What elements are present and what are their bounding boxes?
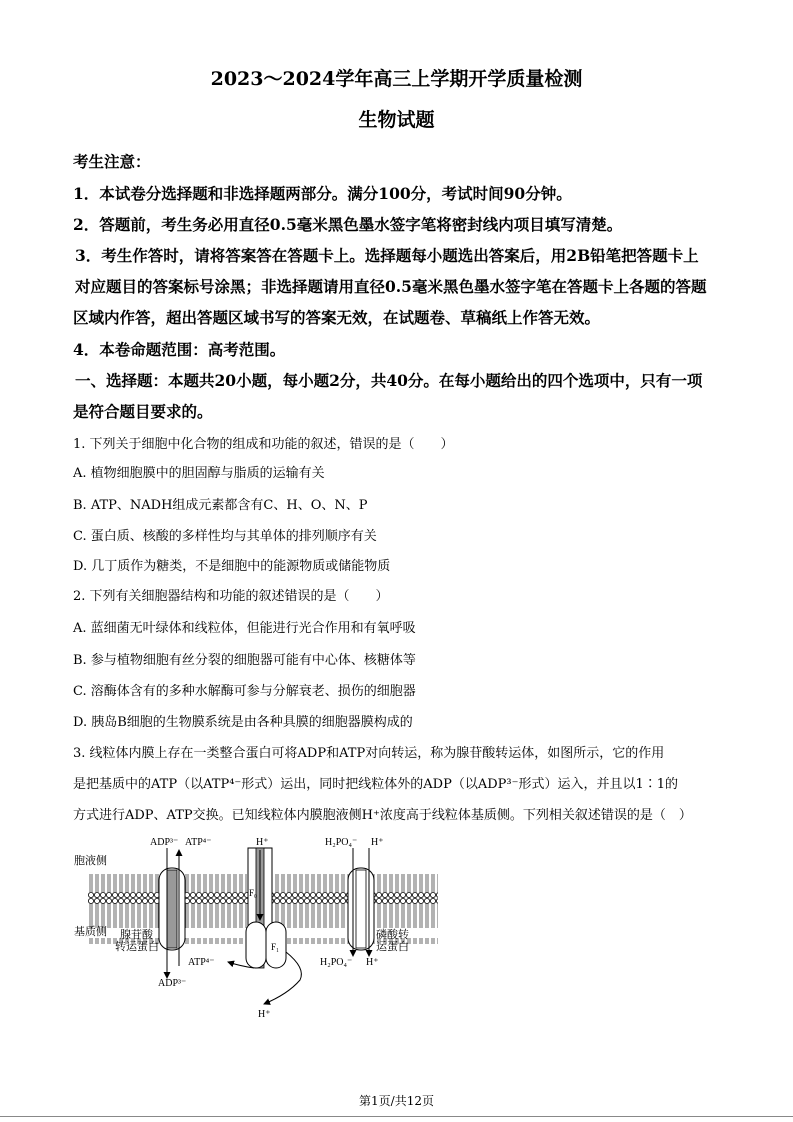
translocase-label-1: 腺苷酸: [120, 929, 153, 941]
section-heading-cont: 是符合题目要求的。: [73, 402, 213, 421]
proton-bottom-label: H⁺: [258, 1009, 271, 1020]
notice-item: 2．答题前，考生务必用直径0.5毫米黑色墨水签字笔将密封线内项目填写清楚。: [73, 215, 623, 234]
proton-top-label-2: H⁺: [371, 837, 384, 848]
translocase-label-2: 转运蛋白: [115, 941, 159, 953]
proton-bottom-label-right: H⁺: [366, 957, 379, 968]
phosphate-carrier: [348, 868, 374, 950]
subject-title: 生物试题: [358, 109, 435, 131]
question-2-stem: 2. 下列有关细胞器结构和功能的叙述错误的是（ ）: [73, 589, 389, 604]
question-1-option-d: D. 几丁质作为糖类，不是细胞中的能源物质或储能物质: [73, 559, 391, 574]
notice-item: 3．考生作答时，请将答案答在答题卡上。选择题每小题选出答案后，用2B铅笔把答题卡上: [75, 246, 699, 265]
question-2-option-b: B. 参与植物细胞有丝分裂的细胞器可能有中心体、核糖体等: [73, 653, 416, 668]
question-1-stem: 1. 下列关于细胞中化合物的组成和功能的叙述，错误的是（ ）: [73, 437, 454, 452]
notice-item: 1．本试卷分选择题和非选择题两部分。满分100分，考试时间90分钟。: [73, 184, 572, 203]
phosphate-bottom-label: H₂PO₄⁻: [320, 957, 353, 968]
exam-title: 2023～2024学年高三上学期开学质量检测: [210, 68, 583, 90]
notice-heading: 考生注意：: [73, 152, 151, 171]
adenine-nucleotide-translocase: [159, 868, 185, 950]
notice-item: 对应题目的答案标号涂黑；非选择题请用直径0.5毫米黑色墨水签字笔在答题卡上各题的答题: [75, 277, 707, 296]
question-1-option-b: B. ATP、NADH组成元素都含有C、H、O、N、P: [73, 498, 368, 513]
phosphate-carrier-label-2: 运蛋白: [376, 941, 409, 953]
question-2-option-a: A. 蓝细菌无叶绿体和线粒体，但能进行光合作用和有氧呼吸: [73, 621, 416, 636]
f1-label: F₁: [271, 942, 280, 952]
atp-top-label: ATP⁴⁻: [185, 837, 212, 848]
section-heading: 一、选择题：本题共20小题，每小题2分，共40分。在每小题给出的四个选项中，只有一项: [75, 371, 703, 390]
phosphate-carrier-label-1: 磷酸转: [376, 929, 409, 941]
cytosol-side-label: 胞液侧: [74, 855, 107, 867]
proton-top-label: H⁺: [256, 837, 269, 848]
page-number: 第1页/共12页: [359, 1094, 434, 1108]
question-1-option-a: A. 植物细胞膜中的胆固醇与脂质的运输有关: [73, 466, 325, 481]
phosphate-top-label: H₂PO₄⁻: [325, 837, 358, 848]
adp-bottom-label: ADP³⁻: [158, 978, 187, 989]
question-3-stem-cont: 是把基质中的ATP（以ATP⁴⁻形式）运出，同时把线粒体外的ADP（以ADP³⁻形式）运入，并且以1∶1的: [73, 777, 678, 792]
matrix-side-label: 基质侧: [74, 926, 107, 938]
atp-bottom-label: ATP⁴⁻: [188, 957, 215, 968]
question-2-option-c: C. 溶酶体含有的多种水解酶可参与分解衰老、损伤的细胞器: [73, 684, 416, 699]
adp-top-label: ADP³⁻: [150, 837, 179, 848]
question-2-option-d: D. 胰岛B细胞的生物膜系统是由各种具膜的细胞器膜构成的: [73, 715, 413, 730]
question-3-stem-end: 方式进行ADP、ATP交换。已知线粒体内膜胞液侧H⁺浓度高于线粒体基质侧。下列相关叙述错误的是（ ）: [73, 808, 692, 823]
question-3-stem: 3. 线粒体内膜上存在一类整合蛋白可将ADP和ATP对向转运，称为腺苷酸转运体，如图所示，它的作用: [73, 746, 665, 761]
question-1-option-c: C. 蛋白质、核酸的多样性均与其单体的排列顺序有关: [73, 529, 377, 544]
f0-label: F₀: [249, 888, 258, 898]
mitochondrial-membrane-diagram: [70, 828, 450, 1028]
notice-item: 4．本卷命题范围：高考范围。: [73, 340, 286, 359]
notice-item: 区域内作答，超出答题区域书写的答案无效，在试题卷、草稿纸上作答无效。: [73, 308, 601, 327]
footer-rule: [0, 1116, 793, 1117]
